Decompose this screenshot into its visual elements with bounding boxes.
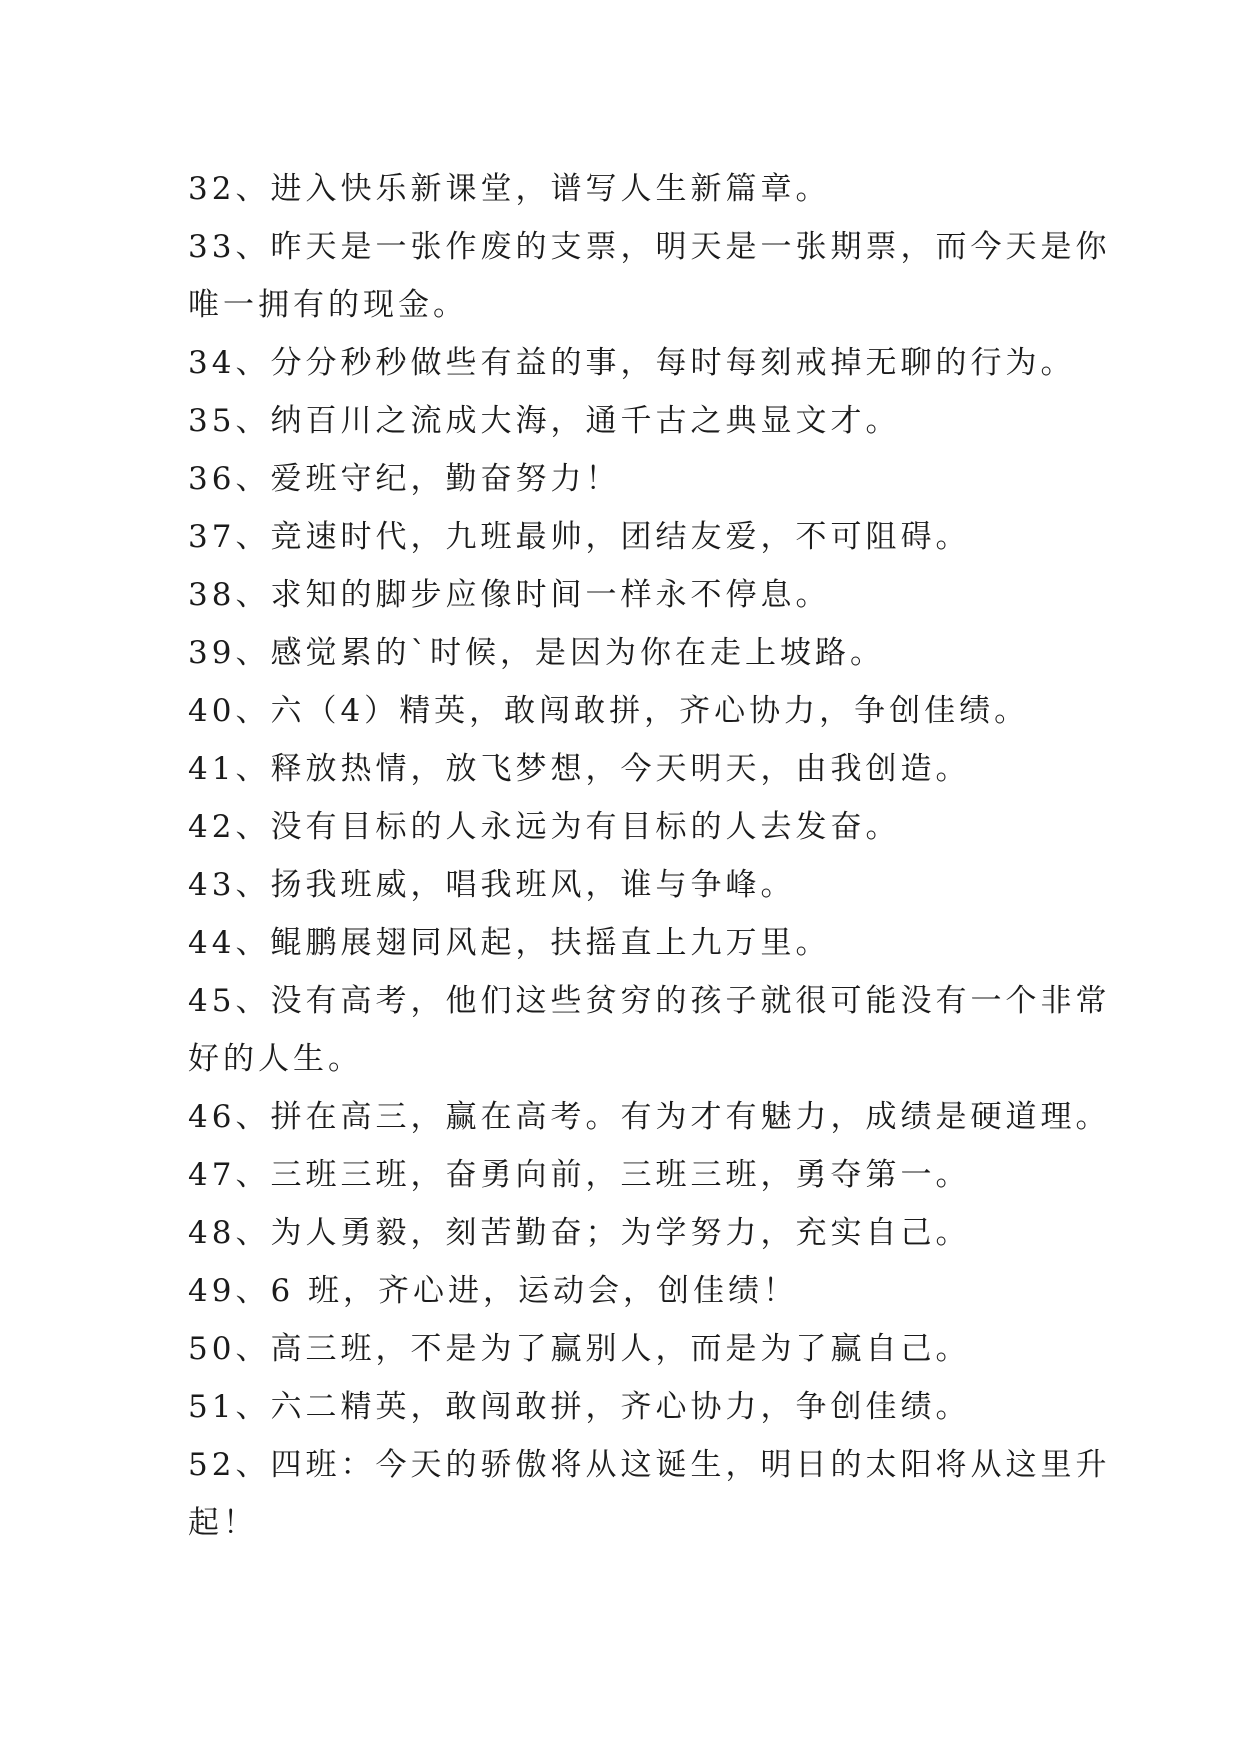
text-line: 44、鲲鹏展翅同风起，扶摇直上九万里。 xyxy=(188,925,831,961)
text-line: 起！ xyxy=(188,1505,258,1541)
text-line: 38、求知的脚步应像时间一样永不停息。 xyxy=(188,577,831,613)
text-line: 50、高三班，不是为了赢别人，而是为了赢自己。 xyxy=(188,1331,971,1367)
text-line: 51、六二精英，敢闯敢拼，齐心协力，争创佳绩。 xyxy=(188,1389,971,1425)
text-line: 37、竞速时代，九班最帅，团结友爱，不可阻碍。 xyxy=(188,519,971,555)
text-line: 49、6 班，齐心进，运动会，创佳绩！ xyxy=(188,1273,799,1309)
text-line: 46、拼在高三，赢在高考。有为才有魅力，成绩是硬道理。 xyxy=(188,1099,1111,1135)
text-line: 34、分分秒秒做些有益的事，每时每刻戒掉无聊的行为。 xyxy=(188,345,1076,381)
text-line: 43、扬我班威，唱我班风，谁与争峰。 xyxy=(188,867,796,903)
text-line: 52、四班：今天的骄傲将从这诞生，明日的太阳将从这里升 xyxy=(188,1447,1111,1483)
text-line: 47、三班三班，奋勇向前，三班三班，勇夺第一。 xyxy=(188,1157,971,1193)
text-line: 唯一拥有的现金。 xyxy=(188,287,468,323)
text-line: 32、进入快乐新课堂，谱写人生新篇章。 xyxy=(188,171,831,207)
text-line: 35、纳百川之流成大海，通千古之典显文才。 xyxy=(188,403,901,439)
text-line: 48、为人勇毅，刻苦勤奋；为学努力，充实自己。 xyxy=(188,1215,971,1251)
text-line: 45、没有高考，他们这些贫穷的孩子就很可能没有一个非常 xyxy=(188,983,1111,1019)
text-line: 42、没有目标的人永远为有目标的人去发奋。 xyxy=(188,809,901,845)
text-line: 40、六（4）精英，敢闯敢拼，齐心协力，争创佳绩。 xyxy=(188,693,1030,729)
text-line: 41、释放热情，放飞梦想，今天明天，由我创造。 xyxy=(188,751,971,787)
text-line: 33、昨天是一张作废的支票，明天是一张期票，而今天是你 xyxy=(188,229,1111,265)
text-line: 36、爱班守纪，勤奋努力！ xyxy=(188,461,621,497)
text-line: 39、感觉累的`时候，是因为你在走上坡路。 xyxy=(188,635,885,671)
text-line: 好的人生。 xyxy=(188,1041,363,1077)
slogan-list xyxy=(188,160,1111,1552)
